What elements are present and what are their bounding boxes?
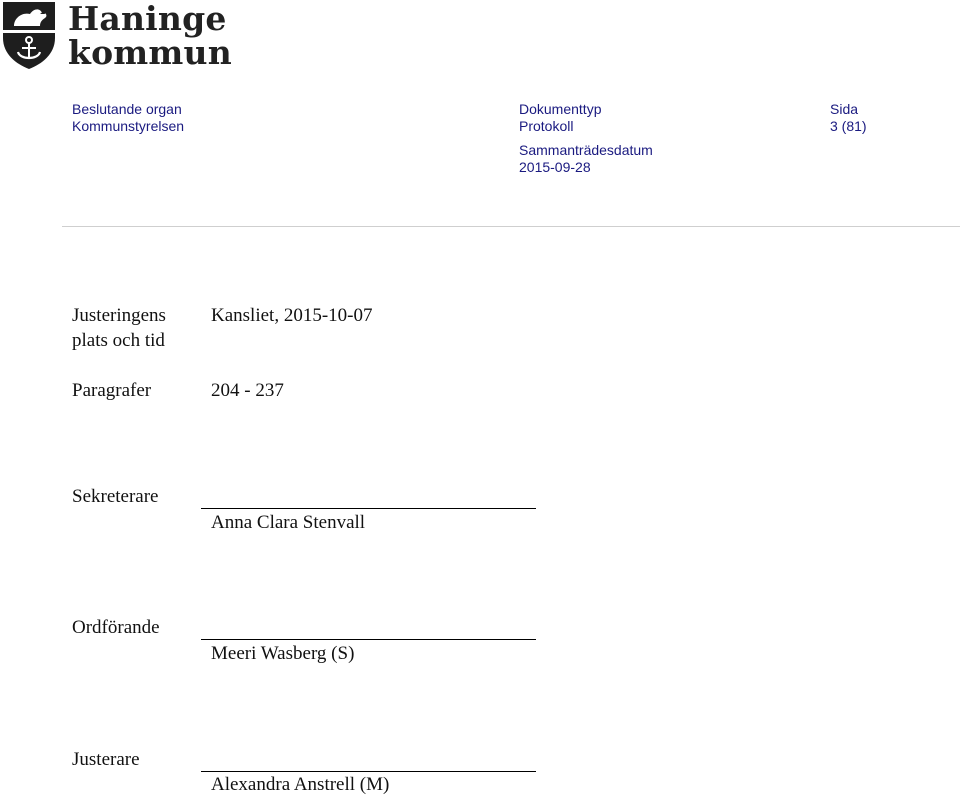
adjust-label (72, 303, 166, 353)
page-label: Sida (830, 101, 859, 117)
municipality-logo (0, 0, 232, 72)
logo-line-2: kommun (68, 33, 232, 72)
signature-name-secretary: Anna Clara Stenvall (211, 512, 366, 533)
adjust-label-line-2: plats och tid (72, 330, 165, 351)
doctype-label: Dokumenttyp (519, 101, 602, 117)
date-value: 2015-09-28 (519, 159, 591, 175)
signature-role-secretary: Sekreterare (72, 486, 159, 507)
signature-name-adjuster: Alexandra Anstrell (M) (211, 774, 390, 795)
paragraphs-label: Paragrafer (72, 380, 152, 401)
date-label: Sammanträdesdatum (519, 142, 653, 158)
doctype-value: Protokoll (519, 118, 574, 134)
header-date (519, 142, 653, 176)
header-organ (72, 101, 184, 135)
header-doctype (519, 101, 601, 135)
paragraphs-value: 204 - 237 (211, 380, 284, 401)
adjust-value: Kansliet, 2015-10-07 (211, 305, 373, 326)
signature-line-chair (201, 639, 536, 640)
signature-line-secretary (201, 508, 536, 509)
coat-of-arms-icon (0, 0, 58, 70)
header-divider (62, 226, 960, 227)
signature-name-chair: Meeri Wasberg (S) (211, 643, 355, 664)
adjust-label-line-1: Justeringens (72, 305, 166, 326)
organ-label: Beslutande organ (72, 101, 182, 117)
organ-value: Kommunstyrelsen (72, 118, 185, 134)
page-value: 3 (81) (830, 118, 867, 134)
header-page (830, 101, 867, 135)
signature-role-adjuster: Justerare (72, 749, 140, 770)
signature-role-chair: Ordförande (72, 617, 160, 638)
logo-line-1: Haninge (68, 0, 227, 38)
